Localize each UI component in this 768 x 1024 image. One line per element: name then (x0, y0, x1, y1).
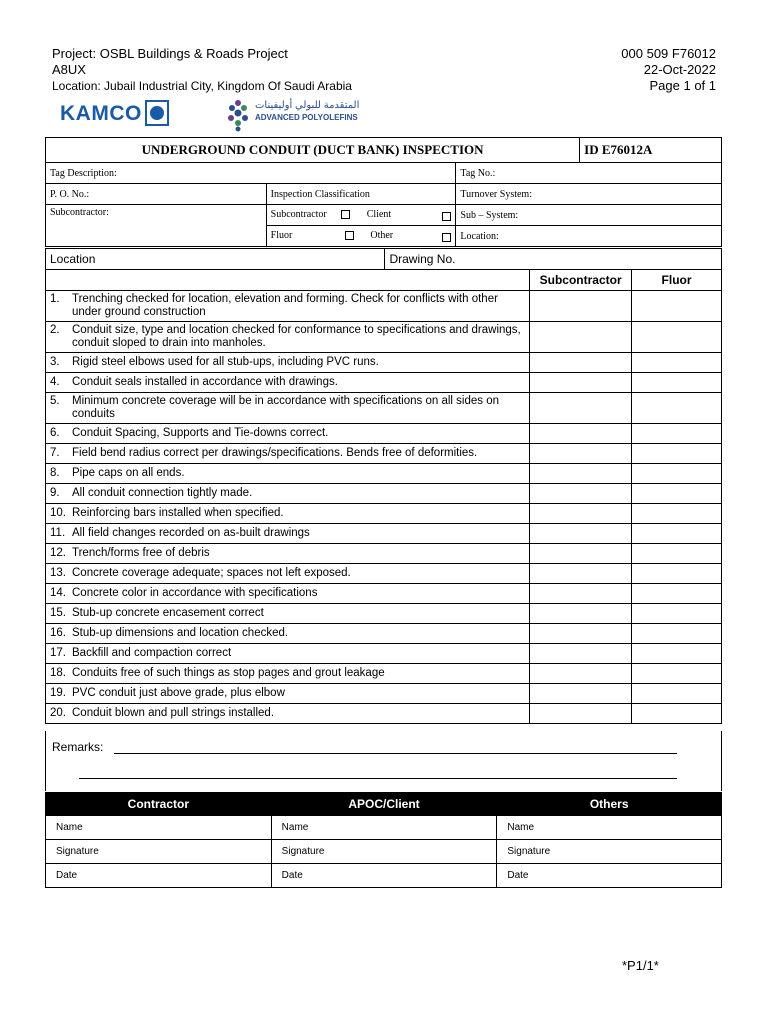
checklist-row (46, 684, 722, 704)
subcontractor-check-cell[interactable] (530, 504, 632, 524)
checklist-item-text: Field bend radius correct per drawings/specifications. Bends free of deformities. (72, 447, 478, 459)
column-header-blank (46, 270, 530, 291)
checklist-item-text: Rigid steel elbows used for all stub-ups, including PVC runs. (72, 356, 379, 368)
checklist-row (46, 424, 722, 444)
other-checkbox[interactable] (442, 233, 451, 242)
checklist-item (46, 584, 530, 604)
checklist-item-text: Reinforcing bars installed when specified. (72, 507, 284, 519)
checklist-item-number: 8. (50, 467, 60, 479)
checklist-item (46, 704, 530, 724)
header-left (52, 46, 352, 94)
fluor-check-cell[interactable] (632, 524, 722, 544)
apoc-client-header: APOC/Client (271, 793, 497, 816)
tag-no-field[interactable]: Tag No.: (456, 163, 722, 184)
checklist-row (46, 524, 722, 544)
fluor-check-cell[interactable] (632, 353, 722, 373)
checklist-item-number: 3. (50, 356, 60, 368)
checklist-row (46, 564, 722, 584)
subcontractor-check-cell[interactable] (530, 664, 632, 684)
checklist-item-text: Trenching checked for location, elevation and forming. Check for conflicts with other under ground construction (72, 293, 498, 318)
others-signature-field[interactable]: Signature (497, 840, 722, 864)
inspection-classification-label: Inspection Classification (266, 184, 456, 205)
remarks-line-2[interactable] (79, 778, 677, 779)
fluor-check-cell[interactable] (632, 393, 722, 424)
form-info-table (45, 137, 722, 247)
subcontractor-check-cell[interactable] (530, 291, 632, 322)
fluor-check-cell[interactable] (632, 373, 722, 393)
col-fluor: Fluor (632, 270, 722, 291)
checklist-row (46, 584, 722, 604)
fluor-check-cell[interactable] (632, 624, 722, 644)
subcontractor-check-cell[interactable] (530, 464, 632, 484)
checklist-item (46, 444, 530, 464)
checklist-row (46, 291, 722, 322)
fluor-check-cell[interactable] (632, 322, 722, 353)
checklist-item-text: Trench/forms free of debris (72, 547, 210, 559)
checklist-item-number: 18. (50, 667, 66, 679)
client-signature-field[interactable]: Signature (271, 840, 497, 864)
fluor-check-cell[interactable] (632, 564, 722, 584)
checklist-row (46, 373, 722, 393)
footer-code: *P1/1* (622, 958, 659, 973)
signoff-table (45, 792, 722, 888)
checklist-item-number: 16. (50, 627, 66, 639)
checklist-item-number: 10. (50, 507, 66, 519)
checklist-item (46, 644, 530, 664)
fluor-check-cell[interactable] (632, 484, 722, 504)
checklist-row (46, 704, 722, 724)
turnover-system-field[interactable]: Turnover System: (456, 184, 722, 205)
contractor-name-field[interactable]: Name (46, 816, 272, 840)
checklist-item (46, 504, 530, 524)
client-checkbox[interactable] (442, 212, 451, 221)
checklist-item-text: Pipe caps on all ends. (72, 467, 185, 479)
checklist-table (45, 248, 722, 724)
checklist-row (46, 464, 722, 484)
fluor-check-cell[interactable] (632, 684, 722, 704)
checklist-item (46, 484, 530, 504)
doc-date: 22-Oct-2022 (643, 62, 716, 77)
location-line: Location: Jubail Industrial City, Kingdom Of Saudi Arabia (52, 79, 352, 93)
fluor-checkbox[interactable] (345, 231, 354, 240)
doc-number: 000 509 F76012 (621, 46, 716, 61)
checklist-item-number: 15. (50, 607, 66, 619)
checklist-item-number: 7. (50, 447, 60, 459)
subcontractor-check-cell[interactable] (530, 564, 632, 584)
checklist-item-number: 6. (50, 427, 60, 439)
checklist-item-number: 20. (50, 707, 66, 719)
fluor-check-cell[interactable] (632, 704, 722, 724)
checklist-item-text: Concrete color in accordance with specifications (72, 587, 318, 599)
checklist-item-text: Conduit Spacing, Supports and Tie-downs correct. (72, 427, 329, 439)
checklist-item (46, 564, 530, 584)
checklist-item (46, 322, 530, 353)
checklist-item-text: All field changes recorded on as-built drawings (72, 527, 310, 539)
subcontractor-check-cell[interactable] (530, 484, 632, 504)
fluor-check-cell[interactable] (632, 464, 722, 484)
page-number: Page 1 of 1 (649, 78, 716, 93)
checklist-item (46, 424, 530, 444)
subcontractor-field[interactable]: Subcontractor: (46, 205, 267, 247)
fluor-check-cell[interactable] (632, 504, 722, 524)
fluor-check-cell[interactable] (632, 644, 722, 664)
checklist-row (46, 393, 722, 424)
project-line: Project: OSBL Buildings & Roads Project (52, 46, 288, 61)
checklist-item-text: Stub-up concrete encasement correct (72, 607, 264, 619)
others-header: Others (497, 793, 722, 816)
tag-description-field[interactable]: Tag Description: (46, 163, 456, 184)
checklist-item (46, 353, 530, 373)
checklist-item (46, 664, 530, 684)
checklist-row (46, 624, 722, 644)
remarks-section (45, 731, 722, 791)
checklist-item-text: Backfill and compaction correct (72, 647, 232, 659)
checklist-item (46, 291, 530, 322)
location-value: Jubail Industrial City, Kingdom Of Saudi Arabia (104, 79, 352, 93)
checklist-item (46, 684, 530, 704)
subcontractor-check-cell[interactable] (530, 353, 632, 373)
checklist-row (46, 604, 722, 624)
checklist-item-number: 2. (50, 324, 60, 336)
checklist-item (46, 464, 530, 484)
subcontractor-check-cell[interactable] (530, 424, 632, 444)
others-date-field[interactable]: Date (497, 864, 722, 888)
checklist-row (46, 322, 722, 353)
checklist-item-text: Conduit size, type and location checked for conformance to specifications and drawings, conduit sloped to drain into manholes. (72, 324, 521, 349)
checklist-item-number: 17. (50, 647, 66, 659)
contractor-header: Contractor (46, 793, 272, 816)
checklist-item-number: 19. (50, 687, 66, 699)
checklist-item (46, 524, 530, 544)
others-name-field[interactable]: Name (497, 816, 722, 840)
subcontractor-check-cell[interactable] (530, 444, 632, 464)
subcontractor-check-cell[interactable] (530, 373, 632, 393)
form-id: ID E76012A (580, 138, 722, 163)
subcontractor-check-cell[interactable] (530, 584, 632, 604)
checklist-item-text: PVC conduit just above grade, plus elbow (72, 687, 285, 699)
checklist-item-text: Conduits free of such things as stop pages and grout leakage (72, 667, 385, 679)
checklist-item-text: All conduit connection tightly made. (72, 487, 253, 499)
fluor-check-cell[interactable] (632, 424, 722, 444)
subcontractor-check-cell[interactable] (530, 393, 632, 424)
checklist-row (46, 444, 722, 464)
checklist-item (46, 604, 530, 624)
contractor-signature-field[interactable]: Signature (46, 840, 272, 864)
classification-row-2: Fluor Other (266, 226, 456, 247)
subcontractor-check-cell[interactable] (530, 704, 632, 724)
kamco-logo: KAMCO (60, 102, 142, 125)
subcontractor-check-cell[interactable] (530, 644, 632, 664)
checklist-item-text: Conduit seals installed in accordance with drawings. (72, 376, 338, 388)
kamco-logo-icon (145, 100, 169, 126)
checklist-item-number: 9. (50, 487, 60, 499)
apoc-logo-text: المتقدمة للبولي أوليفينات ADVANCED POLYOLEFINS (255, 100, 360, 122)
checklist-item-number: 14. (50, 587, 66, 599)
po-no-field[interactable]: P. O. No.: (46, 184, 267, 205)
checklist-item-text: Conduit blown and pull strings installed. (72, 707, 275, 719)
remarks-line-1[interactable] (114, 753, 677, 754)
form-title: UNDERGROUND CONDUIT (DUCT BANK) INSPECTION (46, 138, 580, 163)
checklist-item-text: Minimum concrete coverage will be in accordance with specifications on all sides on conduits (72, 395, 499, 420)
fluor-check-cell[interactable] (632, 544, 722, 564)
checklist-location-label: Location (46, 249, 385, 270)
project-name: OSBL Buildings & Roads Project (99, 46, 288, 61)
checklist-row (46, 504, 722, 524)
checklist-row (46, 484, 722, 504)
sub-system-field[interactable]: Sub – System: (456, 205, 722, 226)
fluor-check-cell[interactable] (632, 444, 722, 464)
checklist-item (46, 393, 530, 424)
location-field[interactable]: Location: (456, 226, 722, 247)
checklist-item-text: Concrete coverage adequate; spaces not left exposed. (72, 567, 351, 579)
fluor-check-cell[interactable] (632, 604, 722, 624)
checklist-item-number: 4. (50, 376, 60, 388)
logos (60, 98, 360, 134)
checklist-item-number: 11. (50, 527, 66, 539)
checklist-item-number: 12. (50, 547, 66, 559)
fluor-check-cell[interactable] (632, 584, 722, 604)
subcontractor-checkbox[interactable] (341, 210, 350, 219)
checklist-item-text: Stub-up dimensions and location checked. (72, 627, 289, 639)
checklist-row (46, 544, 722, 564)
checklist-item-number: 5. (50, 395, 60, 407)
apoc-logo-icon (225, 98, 251, 132)
subcontractor-check-cell[interactable] (530, 524, 632, 544)
contractor-date-field[interactable]: Date (46, 864, 272, 888)
col-subcontractor: Subcontractor (530, 270, 632, 291)
client-date-field[interactable]: Date (271, 864, 497, 888)
header-right (621, 46, 716, 94)
classification-row-1: Subcontractor Client (266, 205, 456, 226)
drawing-no-label: Drawing No. (385, 249, 722, 270)
checklist-item-number: 1. (50, 293, 60, 305)
checklist-item (46, 373, 530, 393)
checklist-row (46, 644, 722, 664)
checklist-item (46, 544, 530, 564)
client-name-field[interactable]: Name (271, 816, 497, 840)
fluor-check-cell[interactable] (632, 291, 722, 322)
checklist-item (46, 624, 530, 644)
subcontractor-check-cell[interactable] (530, 544, 632, 564)
checklist-row (46, 353, 722, 373)
subcontractor-check-cell[interactable] (530, 322, 632, 353)
subcontractor-check-cell[interactable] (530, 684, 632, 704)
checklist-row (46, 664, 722, 684)
subcontractor-check-cell[interactable] (530, 624, 632, 644)
remarks-label: Remarks: (52, 740, 104, 754)
checklist-item-number: 13. (50, 567, 66, 579)
subcontractor-check-cell[interactable] (530, 604, 632, 624)
unit-code: A8UX (52, 62, 86, 77)
fluor-check-cell[interactable] (632, 664, 722, 684)
